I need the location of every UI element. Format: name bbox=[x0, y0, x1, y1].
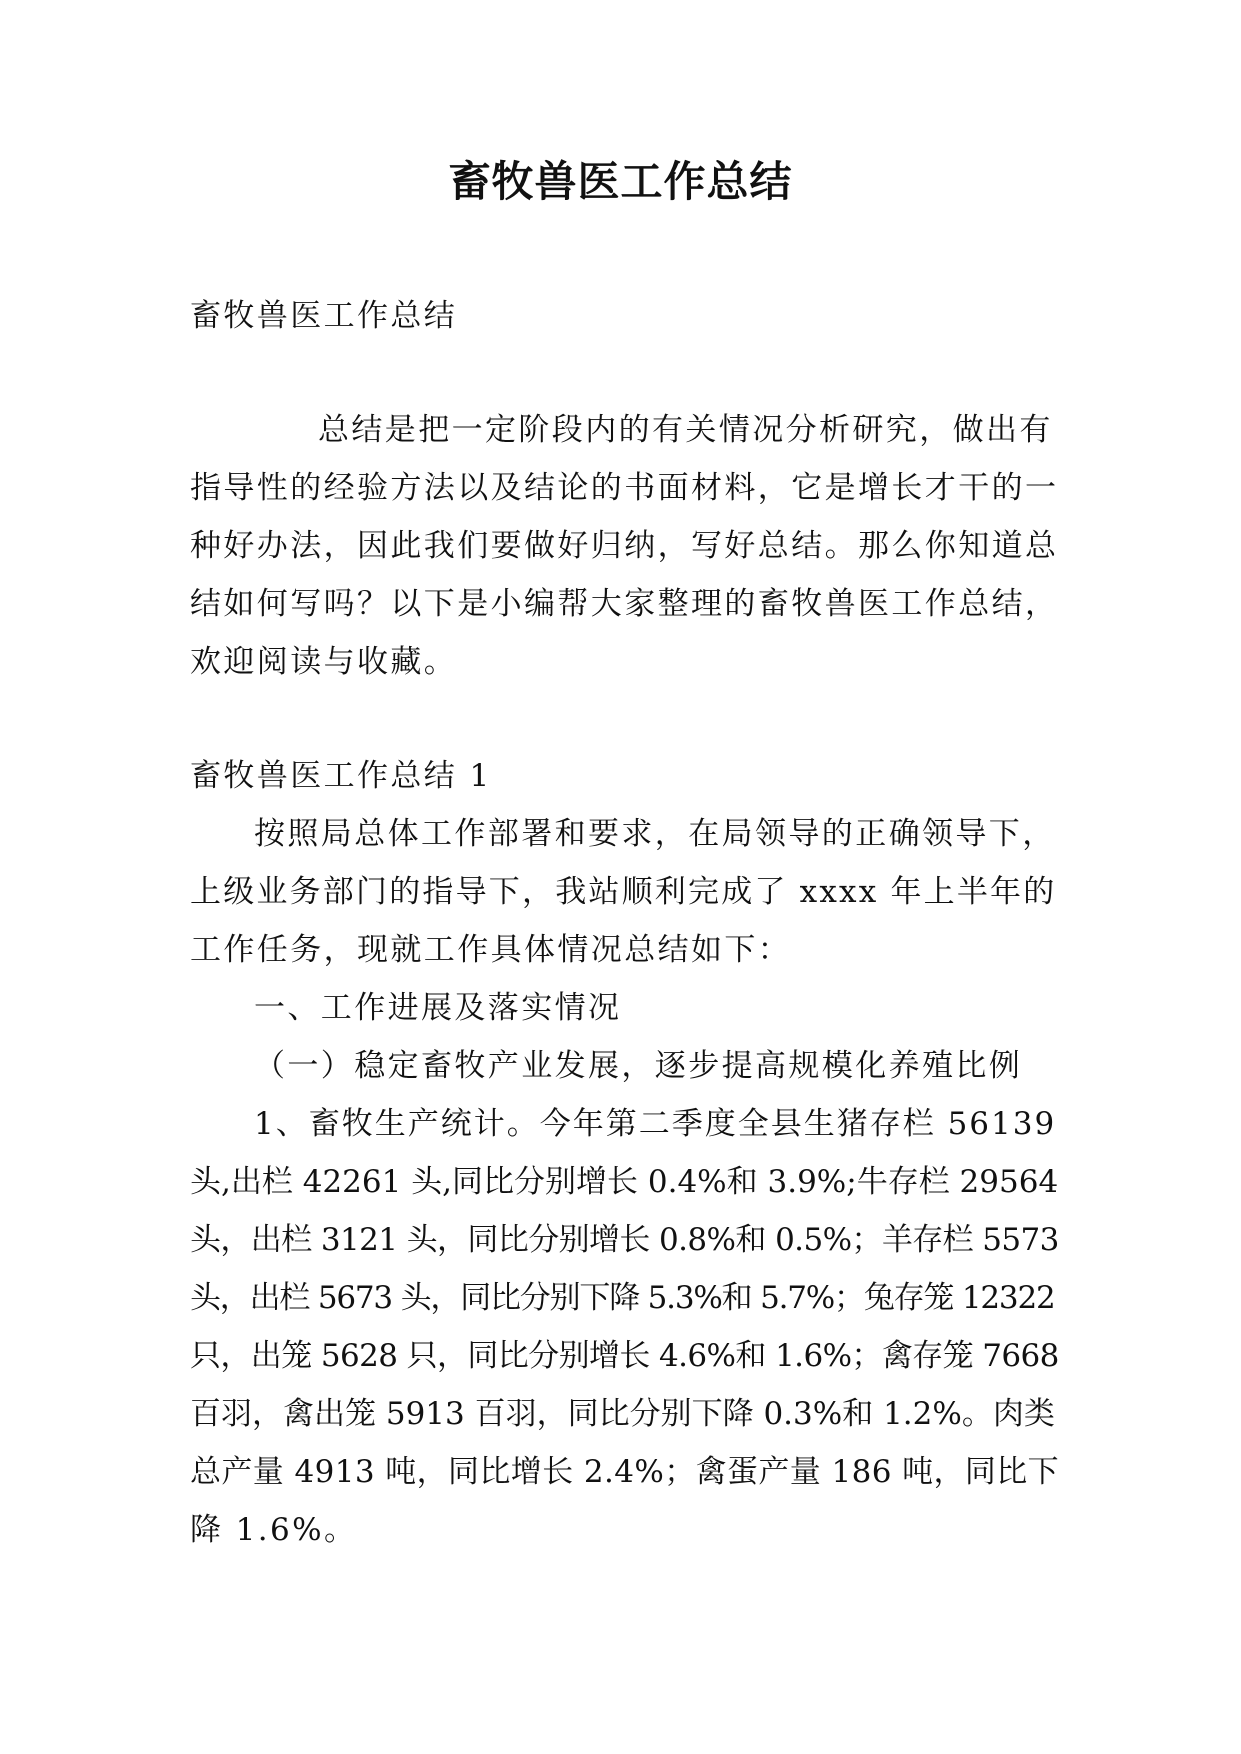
para2-line-2: 头,出栏 42261 头,同比分别增长 0.4%和 3.9%;牛存栏 29564 bbox=[190, 1164, 1059, 1200]
heading-level-1: 一、工作进展及落实情况 bbox=[254, 990, 622, 1026]
para1-line-1: 按照局总体工作部署和要求，在局领导的正确领导下， bbox=[254, 816, 1056, 852]
intro-line-1: 总结是把一定阶段内的有关情况分析研究，做出有 bbox=[318, 412, 1053, 448]
document-title: 畜牧兽医工作总结 bbox=[448, 157, 793, 206]
intro-line-3: 种好办法，因此我们要做好归纳，写好总结。那么你知道总 bbox=[190, 528, 1059, 564]
para2-line-8: 降 1.6%。 bbox=[190, 1512, 358, 1548]
intro-line-4: 结如何写吗？以下是小编帮大家整理的畜牧兽医工作总结， bbox=[190, 586, 1059, 622]
para2-line-7: 总产量 4913 吨，同比增长 2.4%；禽蛋产量 186 吨，同比下 bbox=[190, 1454, 1060, 1490]
para1-line-2: 上级业务部门的指导下，我站顺利完成了 xxxx 年上半年的 bbox=[190, 874, 1057, 910]
intro-line-5: 欢迎阅读与收藏。 bbox=[190, 644, 458, 680]
intro-line-2: 指导性的经验方法以及结论的书面材料，它是增长才干的一 bbox=[190, 470, 1059, 506]
heading-level-2: （一）稳定畜牧产业发展，逐步提高规模化养殖比例 bbox=[254, 1048, 1023, 1084]
para2-line-5: 只，出笼 5628 只，同比分别增长 4.6%和 1.6%；禽存笼 7668 bbox=[190, 1338, 1059, 1374]
para2-line-1: 1、畜牧生产统计。今年第二季度全县生猪存栏 56139 bbox=[254, 1106, 1057, 1142]
section-heading: 畜牧兽医工作总结 1 bbox=[190, 758, 492, 794]
document-subtitle: 畜牧兽医工作总结 bbox=[190, 298, 458, 334]
para2-line-4: 头，出栏 5673 头，同比分别下降 5.3%和 5.7%；兔存笼 12322 bbox=[190, 1280, 1055, 1316]
para2-line-3: 头，出栏 3121 头，同比分别增长 0.8%和 0.5%；羊存栏 5573 bbox=[190, 1222, 1059, 1258]
para1-line-3: 工作任务，现就工作具体情况总结如下： bbox=[190, 932, 792, 968]
para2-line-6: 百羽，禽出笼 5913 百羽，同比分别下降 0.3%和 1.2%。肉类 bbox=[190, 1396, 1055, 1432]
